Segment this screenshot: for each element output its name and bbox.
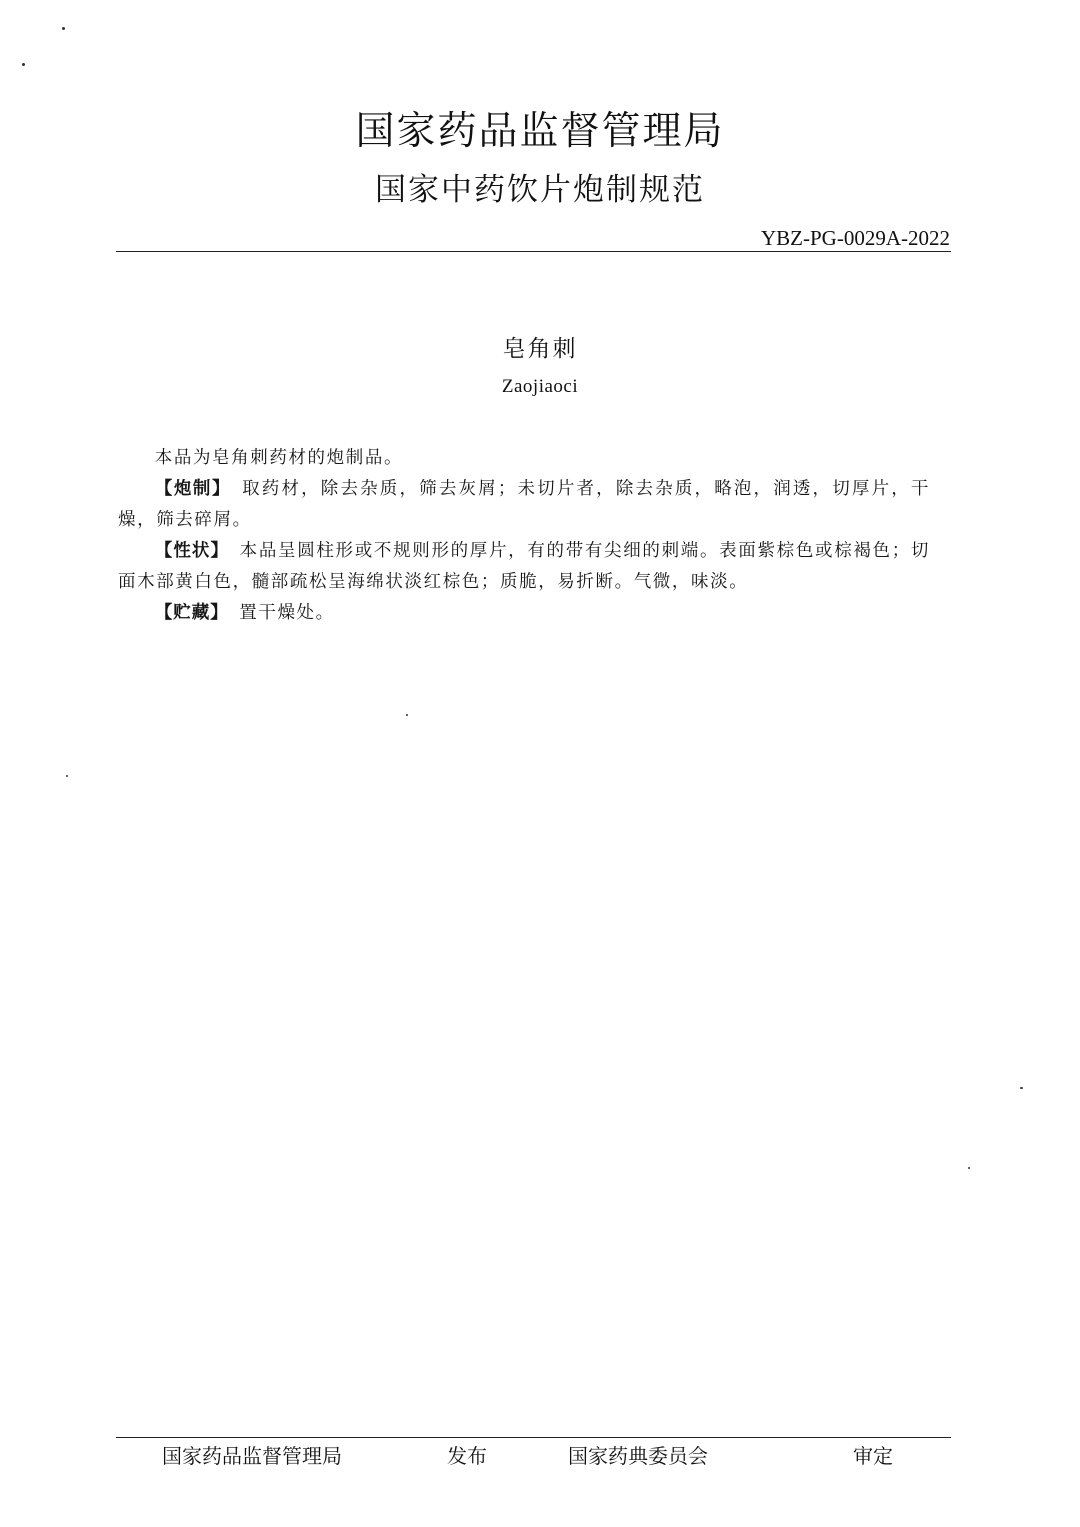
item-title: 皂角刺	[502, 336, 578, 362]
storage-text: 置干燥处。	[239, 603, 335, 623]
document-body	[118, 443, 930, 629]
footer-publish-label: 发布	[447, 1444, 487, 1468]
processing-paragraph	[118, 474, 930, 536]
scan-speck	[406, 714, 408, 716]
standard-name: 国家中药饮片炮制规范	[375, 172, 705, 208]
characters-label: 【性状】	[154, 541, 230, 561]
characters-text: 本品呈圆柱形或不规则形的厚片，有的带有尖细的刺端。表面紫棕色或棕褐色；切面木部黄白色，髓部疏松呈海绵状淡红棕色；质脆，易折断。气微，味淡。	[118, 541, 931, 592]
footer-reviewer: 国家药典委员会	[568, 1444, 708, 1468]
item-pinyin: Zaojiaoci	[501, 376, 579, 397]
scan-speck	[1020, 1087, 1023, 1089]
processing-label: 【炮制】	[154, 479, 232, 499]
processing-text: 取药材，除去杂质，筛去灰屑；未切片者，除去杂质，略泡，润透，切厚片，干燥，筛去碎屑。	[118, 479, 931, 530]
scan-speck	[22, 63, 25, 66]
intro-text: 本品为皂角刺药材的炮制品。	[154, 448, 404, 468]
footer-review-label: 审定	[853, 1444, 893, 1468]
storage-label: 【贮藏】	[154, 603, 229, 623]
footer-rule	[116, 1437, 951, 1438]
standard-code: YBZ-PG-0029A-2022	[761, 226, 950, 250]
footer-publisher: 国家药品监督管理局	[162, 1444, 342, 1468]
header-rule	[116, 251, 951, 252]
scan-speck	[66, 775, 68, 777]
issuer-heading: 国家药品监督管理局	[355, 109, 725, 154]
scan-speck	[62, 27, 65, 30]
characters-paragraph	[118, 536, 930, 598]
intro-paragraph	[118, 443, 930, 474]
scan-speck	[968, 1167, 970, 1169]
storage-paragraph	[118, 598, 930, 629]
